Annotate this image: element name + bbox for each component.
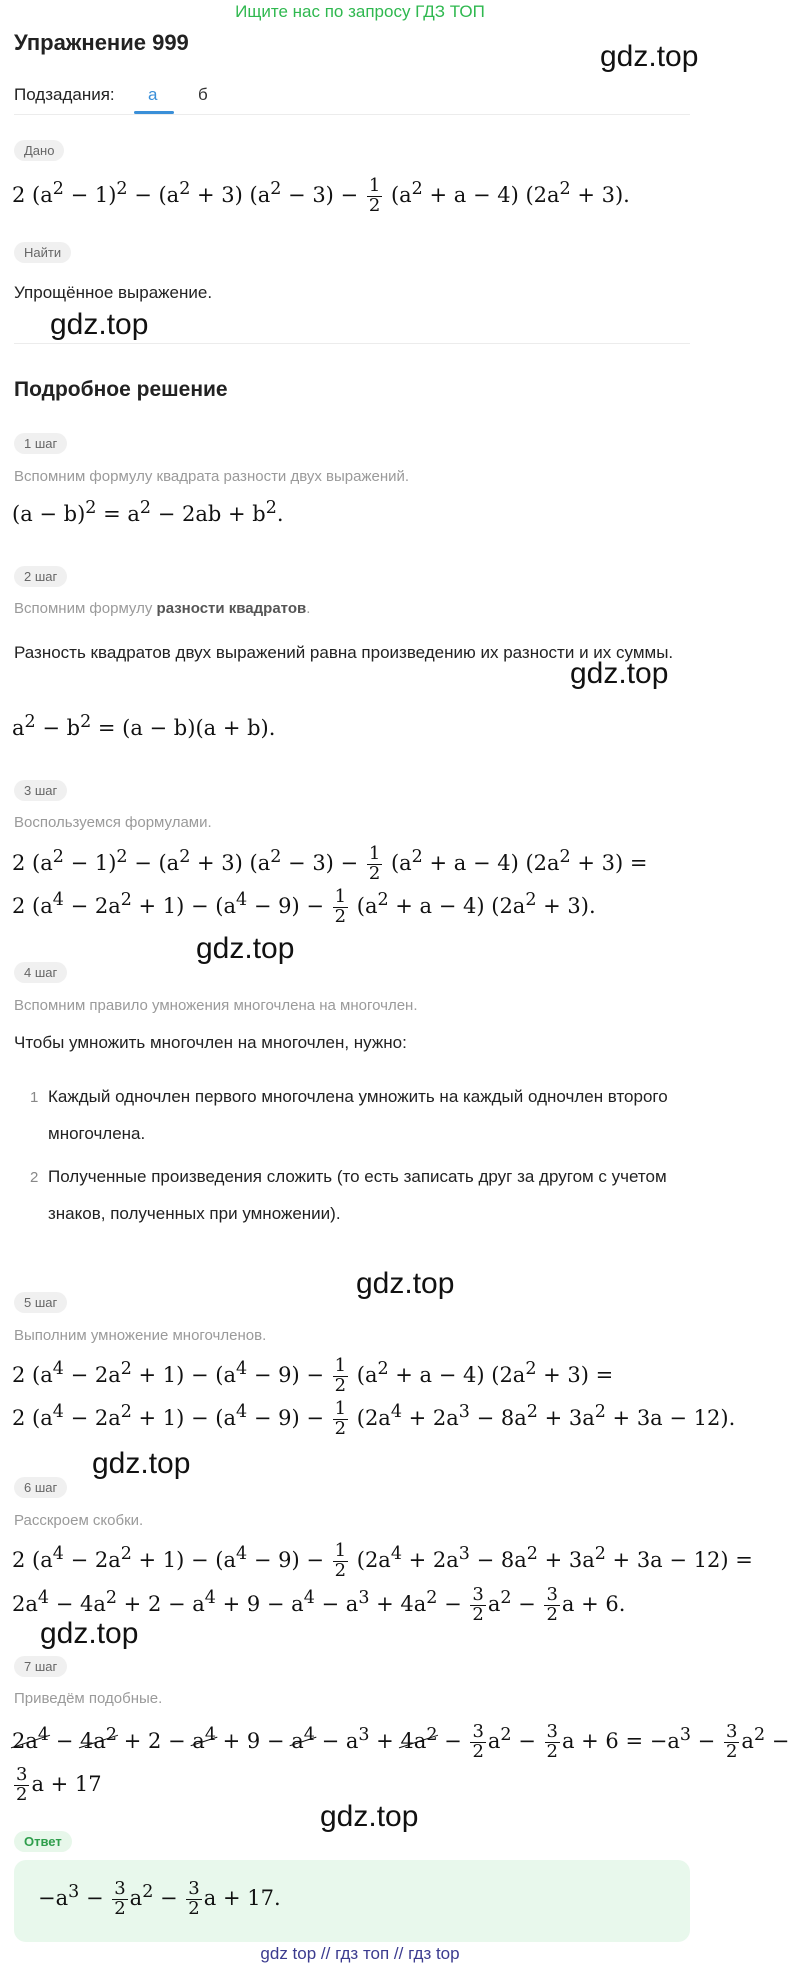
list-item: Полученные произведения сложить (то есть записать друг за другом с учетом знаков, полученных при умножении).	[48, 1167, 667, 1223]
solution-title: Подробное решение	[14, 378, 228, 401]
footer-links[interactable]: gdz top // гдз топ // гдз top	[260, 1944, 460, 1963]
step-2-badge: 2 шаг	[14, 566, 67, 587]
find-badge: Найти	[14, 242, 71, 263]
list-item: Каждый одночлен первого многочлена умножить на каждый одночлен второго многочлена.	[48, 1087, 668, 1143]
watermark: gdz.top	[92, 1447, 191, 1480]
given-expression: 2 $(a^2 - 1)^2 - (a^2 + 3) (a^2 - 3)$ − $\frac{1}{2}$ $(a^2 + a - 4) (2a^2 + 3)$.	[12, 175, 630, 216]
step-3-hint: Воспользуемся формулами.	[14, 814, 212, 831]
step-7-line-1: $2a^4 - 4a^2 + 2 - a^4 + 9 - a^4 - a^3 + 4a^2$ − $\frac{3}{2}$ $a^2$ − $\frac{3}{2}$ $a + 6 = -a^3$ − $\frac{3}{2}$ $a^2$ −	[12, 1721, 789, 1762]
step-7-badge: 7 шаг	[14, 1656, 67, 1677]
step-4-hint: Вспомним правило умножения многочлена на многочлен.	[14, 997, 418, 1014]
list-item-number: 2	[30, 1169, 39, 1186]
step-5-line-2: 2 $(a^4 - 2a^2 + 1) - (a^4 - 9)$ − $\frac{1}{2}$ $(2a^4 + 2a^3 - 8a^2 + 3a^2 + 3a - 12)$.	[12, 1398, 736, 1439]
step-6-badge: 6 шаг	[14, 1477, 67, 1498]
find-text: Упрощённое выражение.	[14, 283, 213, 302]
tab-b[interactable]: б	[198, 85, 208, 104]
subtasks-label: Подзадания:	[14, 85, 115, 104]
step-4-text: Чтобы умножить многочлен на многочлен, нужно:	[14, 1033, 407, 1052]
divider	[14, 343, 690, 344]
watermark: gdz.top	[600, 40, 699, 73]
step-4-badge: 4 шаг	[14, 962, 67, 983]
watermark: gdz.top	[356, 1267, 455, 1300]
divider	[14, 114, 690, 115]
step-1-formula: $(a - b)^2 = a^2 - 2ab + b^2$.	[12, 498, 284, 526]
watermark: gdz.top	[196, 932, 295, 965]
step-5-hint: Выполним умножение многочленов.	[14, 1327, 267, 1344]
step-2-hint: Вспомним формулу разности квадратов.	[14, 600, 311, 617]
step-2-text: Разность квадратов двух выражений равна произведению их разности и их суммы.	[14, 643, 674, 662]
watermark: gdz.top	[570, 657, 669, 690]
step-6-hint: Расскроем скобки.	[14, 1512, 144, 1529]
step-7-hint: Приведём подобные.	[14, 1690, 163, 1707]
step-5-badge: 5 шаг	[14, 1292, 67, 1313]
given-badge: Дано	[14, 140, 64, 161]
step-1-hint: Вспомним формулу квадрата разности двух выражений.	[14, 468, 410, 485]
step-6-line-1: 2 $(a^4 - 2a^2 + 1) - (a^4 - 9)$ − $\frac{1}{2}$ $(2a^4 + 2a^3 - 8a^2 + 3a^2 + 3a - 12)$ =	[12, 1540, 753, 1581]
watermark: gdz.top	[50, 308, 149, 341]
page-title: Упражнение 999	[14, 30, 189, 55]
answer-formula: $-a^3$ − $\frac{3}{2}$ $a^2$ − $\frac{3}{2}$ a + 17.	[38, 1878, 281, 1919]
step-7-line-2: $\frac{3}{2}$ a + 17	[16, 1764, 102, 1805]
answer-badge: Ответ	[14, 1831, 72, 1852]
watermark: gdz.top	[40, 1617, 139, 1650]
step-1-badge: 1 шаг	[14, 433, 67, 454]
list-item-number: 1	[30, 1089, 39, 1106]
step-5-line-1: 2 $(a^4 - 2a^2 + 1) - (a^4 - 9)$ − $\frac{1}{2}$ $(a^2 + a - 4) (2a^2 + 3)$ =	[12, 1355, 614, 1396]
top-banner[interactable]: Ищите нас по запросу ГДЗ ТОП	[235, 2, 485, 21]
watermark: gdz.top	[320, 1800, 419, 1833]
step-3-line-2: 2 $(a^4 - 2a^2 + 1) - (a^4 - 9)$ − $\frac{1}{2}$ $(a^2 + a - 4) (2a^2 + 3)$.	[12, 886, 596, 927]
step-6-line-2: $2a^4 - 4a^2 + 2 - a^4 + 9 - a^4 - a^3 + 4a^2$ − $\frac{3}{2}$ $a^2$ − $\frac{3}{2}$ a + 6.	[12, 1584, 626, 1625]
tab-a[interactable]: а	[148, 85, 158, 104]
step-2-formula: $a^2 - b^2 = (a - b)(a + b)$.	[12, 712, 276, 740]
step-3-line-1: 2 $(a^2 - 1)^2 - (a^2 + 3) (a^2 - 3)$ − $\frac{1}{2}$ $(a^2 + a - 4) (2a^2 + 3)$ =	[12, 843, 648, 884]
step-3-badge: 3 шаг	[14, 780, 67, 801]
